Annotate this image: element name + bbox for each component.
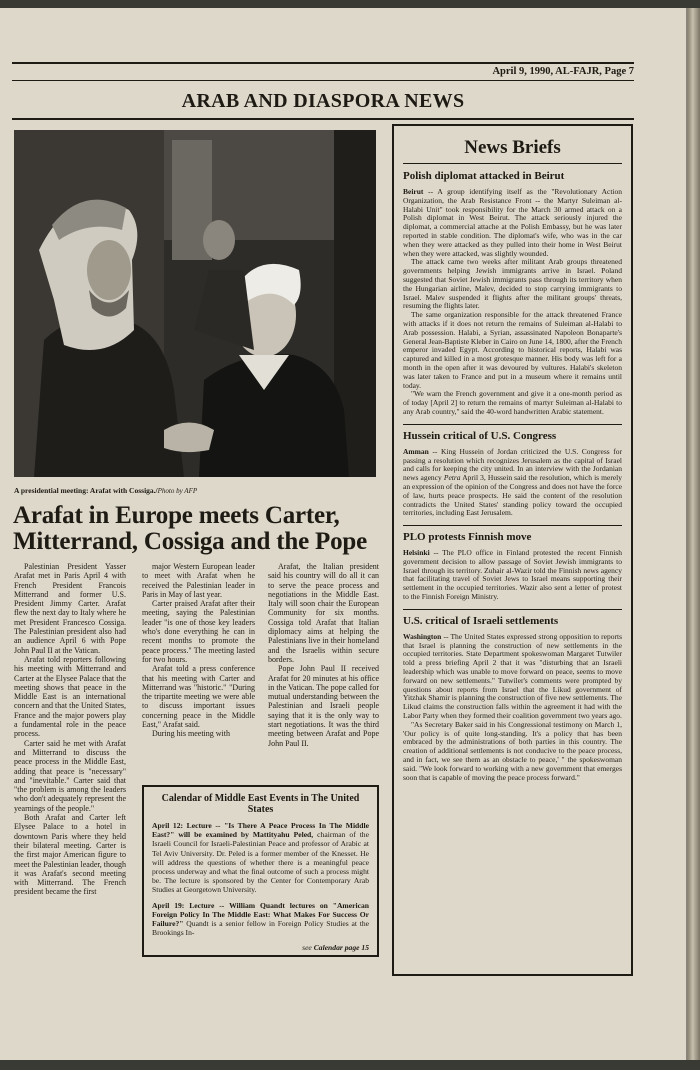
photo-credit: Photo by AFP xyxy=(157,487,198,495)
brief-paragraph: "As Secretary Baker said in his Congressional testimony on March 1, 'Our policy is of quite long-standing. It's a policy that has been embraced by the administrations of both parties in this country. The creation of additional settlements is not conducive to the peace process, and in fact, we see them as an obstacle to peace,' " the spokeswoman said. "We look forward to working with a new government that emerges soon that is capable of moving the peace process forward." xyxy=(403,719,622,782)
folio-rule xyxy=(12,80,634,81)
brief-dateline: Beirut xyxy=(403,187,424,196)
brief-divider xyxy=(403,525,622,526)
calendar-item-body: Quandt is a senior fellow in Foreign Policy Studies at the Brookings In- xyxy=(152,919,369,938)
story-paragraph: Carter said he met with Arafat and Mitterrand to discuss the peace process in the Middle East, adding that peace is "necessary" and "inevitable." Carter said that "the problem is among the leaders who don't adequately represent the yearnings of the people." xyxy=(14,738,126,813)
brief-italic: Petra xyxy=(443,473,461,483)
brief-text: -- The PLO office in Finland protested the recent Finnish government decision to allow passage of Soviet Jewish immigrants to Israel through its territory. Zuhair al-Wazir told the Finnish news agency that facilitating travel of Soviet Jews to Israel means supporting their settlement in the occupied territories. Wazir also sent a letter of protest to the Finnish Foreign Ministry. xyxy=(403,548,622,602)
story-paragraph: major Western European leader to meet with Arafat when he received the Palestinian leader in Paris in May of last year. xyxy=(142,562,255,599)
story-paragraph: Pope John Paul II received Arafat for 20 minutes at his office in the Vatican. The pope called for mutual understanding between the Palestinian and Israeli people saying that it is the only way to start negotiations. It was the third meeting between Arafat and Pope John Paul II. xyxy=(268,664,379,748)
main-headline: Arafat in Europe meets Carter, Mitterrand, Cossiga and the Pope xyxy=(13,502,368,555)
calendar-item xyxy=(152,821,369,895)
calendar-item-body: chairman of the Israeli Council for Israeli-Palestinian Peace and professor of Arabic at Tel Aviv University. Dr. Peled is a former member of the Knesset. He will address the questions of whether there is a meaningful peace process underway and what the final outcome of such a process might be. The lecture is sponsored by the Center for Contemporary Arab Studies at Georgetown University. xyxy=(152,830,369,895)
brief-paragraph xyxy=(403,448,622,518)
folio-line: April 9, 1990, AL-FAJR, Page 7 xyxy=(492,66,634,77)
story-column-2 xyxy=(142,562,255,780)
calendar-continued xyxy=(152,943,369,952)
top-rule xyxy=(12,62,634,64)
brief-paragraph xyxy=(403,633,622,721)
story-paragraph: Palestinian President Yasser Arafat met in Paris April 4 with French President Francois Mitterrand and former U.S. President Jimmy Carter. Arafat flew the next day to Italy where he met President Francesco Cossiga. The Palestinian president also had an audience April 6 with Pope John Paul II at the Vatican. xyxy=(14,562,126,655)
brief-body xyxy=(403,448,622,518)
brief-divider xyxy=(403,424,622,425)
brief-dateline: Washington xyxy=(403,631,442,641)
section-title: ARAB AND DIASPORA NEWS xyxy=(181,90,465,112)
continued-link[interactable]: Calendar page 15 xyxy=(313,943,369,953)
brief-headline: Hussein critical of U.S. Congress xyxy=(403,429,557,442)
photo-caption xyxy=(14,486,376,495)
brief-dateline: Helsinki xyxy=(403,548,430,558)
briefs-title-rule xyxy=(403,163,622,164)
calendar-item-lead: April 12: Lecture -- "Is There A Peace Process In The Middle East?" will be examined by Mattityahu Peled, xyxy=(152,821,369,840)
brief-text: -- King Hussein of Jordan criticized the U.S. Congress for passing a resolution which recognizes Jerusalem as the capital of Israel and calls for keeping the city united. In an interview with the Jordanian news agency xyxy=(403,446,622,483)
story-paragraph: Arafat told a press conference that his meeting with Carter and Mitterrand was "historic." "During the tripartite meeting we were able to discuss important issues concerning peace in the Middle East," Arafat said. xyxy=(142,664,255,730)
story-paragraph: Arafat, the Italian president said his country will do all it can to serve the peace process and negotiations in the Middle East. Italy will soon chair the European Community for six months. Cossiga told Arafat that Italian diplomacy aims at helping the Palestinians live in their homeland and the Israelis within secure borders. xyxy=(268,562,379,664)
continued-prefix: see xyxy=(302,943,314,953)
story-column-1 xyxy=(14,562,126,965)
brief-body xyxy=(403,549,622,602)
briefs-title: News Briefs xyxy=(464,137,561,158)
brief-paragraph: "We warn the French government and give it a one-month period as of today [April 2] to return the remains of martyr Suleiman al-Halabi to any Arab country," said the 40-word handwritten Arabic statement. xyxy=(403,389,622,416)
caption-text: A presidential meeting: Arafat with Cossiga./ xyxy=(14,486,158,495)
calendar-item xyxy=(152,901,369,938)
story-paragraph: During his meeting with xyxy=(152,729,230,739)
story-paragraph: Carter praised Arafat after their meeting, saying the Palestinian leader "is one of those key leaders who's done everything he can in recent months to promote the peace process." The meeting lasted for two hours. xyxy=(142,599,255,664)
photo-illustration xyxy=(14,130,376,477)
brief-headline: Polish diplomat attacked in Beirut xyxy=(403,170,565,182)
news-photo xyxy=(14,130,376,477)
brief-headline: U.S. critical of Israeli settlements xyxy=(403,614,559,627)
brief-text: April 3, Hussein said the resolution, which is merely an expression of the opinion of the Congress and does not have the force of law, hurts peace prospects. He said the content of the resolution contradicts the United States' standing policy toward the occupied territories, including East Jerusalem. xyxy=(403,473,622,518)
story-paragraph: Arafat told reporters following his meeting with Mitterrand and Carter at the Elysee Palace that the meeting shows that peace in the Middle East is an international concern and that the United States, France and the major powers play a fundamental role in the peace process. xyxy=(14,654,126,739)
brief-dateline: Amman xyxy=(403,446,429,456)
page-binding xyxy=(688,8,700,1060)
calendar-box xyxy=(142,785,379,957)
brief-paragraph: The same organization responsible for the attack threatened France with attacks if it does not return the remains of Suleiman al-Halabi to Arab possession. Halabi, a Syrian, assassinated Napoleon Bonaparte's General Jean-Baptiste Kleber in Cairo on June 14, 1800, after the French emperor invaded Egypt. According to historical reports, Halabi was captured and killed in a most grotesque manner. His body was left for a month in the open after it was devoured by vultures. Halabi's skeleton was later taken to France and put in a museum where it remains until today. xyxy=(403,310,622,390)
story-column-3 xyxy=(268,562,379,780)
calendar-title: Calendar of Middle East Events in The United States xyxy=(161,793,360,815)
section-rule xyxy=(12,118,634,120)
news-briefs-box xyxy=(392,124,633,976)
brief-paragraph: The attack came two weeks after militant Arab groups threatened governments helping Jewish immigrants arrive in Israel. Poland suggested that Soviet Jewish immigrants pass through its territory when the Hungarian airline, Malev, decided to stop carrying immigrants to Israel. Malev suspended it flights after the militant groups' threats, resuming the flights later. xyxy=(403,257,622,311)
brief-headline: PLO protests Finnish move xyxy=(403,531,532,544)
story-paragraph: Both Arafat and Carter left Elysee Palace to a hotel in downtown Paris where they held their bilateral meeting. Carter is the first major American figure to meet the Palestinian leader, though it was Arafat's second meeting with Mitterrand. The French president became the first xyxy=(14,813,126,897)
brief-body xyxy=(403,633,622,783)
brief-body xyxy=(403,188,622,417)
brief-divider xyxy=(403,609,622,610)
brief-paragraph xyxy=(403,549,622,602)
brief-text: -- The United States expressed strong opposition to reports that Israel is planning the construction of new settlements in the occupied territories. State Department spokeswoman Margaret Tutwiler told a press briefing April 2 that it was "disturbing that an Israeli leadership which was unable to move forward on peace, seems to move forward on new settlements." Tutwiler's comments were prompted by questions about reports from Israel that the Likud government of Yitzhak Shamir is planning the construction of five new settlements. The Likud claims the construction falls within the agreement it had with the Labor Party when they formed their coalition government two years ago. xyxy=(403,631,622,721)
brief-paragraph xyxy=(403,188,622,258)
calendar-item-lead: April 19: Lecture -- William Quandt lectures on "American Foreign Policy In The Middle East: What Makes For Success Or Failure?" xyxy=(152,900,369,929)
brief-text: -- A group identifying itself as the "Revolutionary Action Organization, the Arab Resistance Front -- the Martyr Suleiman al-Halabi Unit" took responsibility for the March 30 armed attack on a Polish diplomat in West Beirut. The attack seriously injured the diplomat, a commercial attache at the Polish Embassy, but he was later reported in stable condition. The diplomat's wife, who was in the car when they were attacked as they pulled into their home in West Beirut when they were attacked, was slightly wounded. xyxy=(403,187,622,258)
